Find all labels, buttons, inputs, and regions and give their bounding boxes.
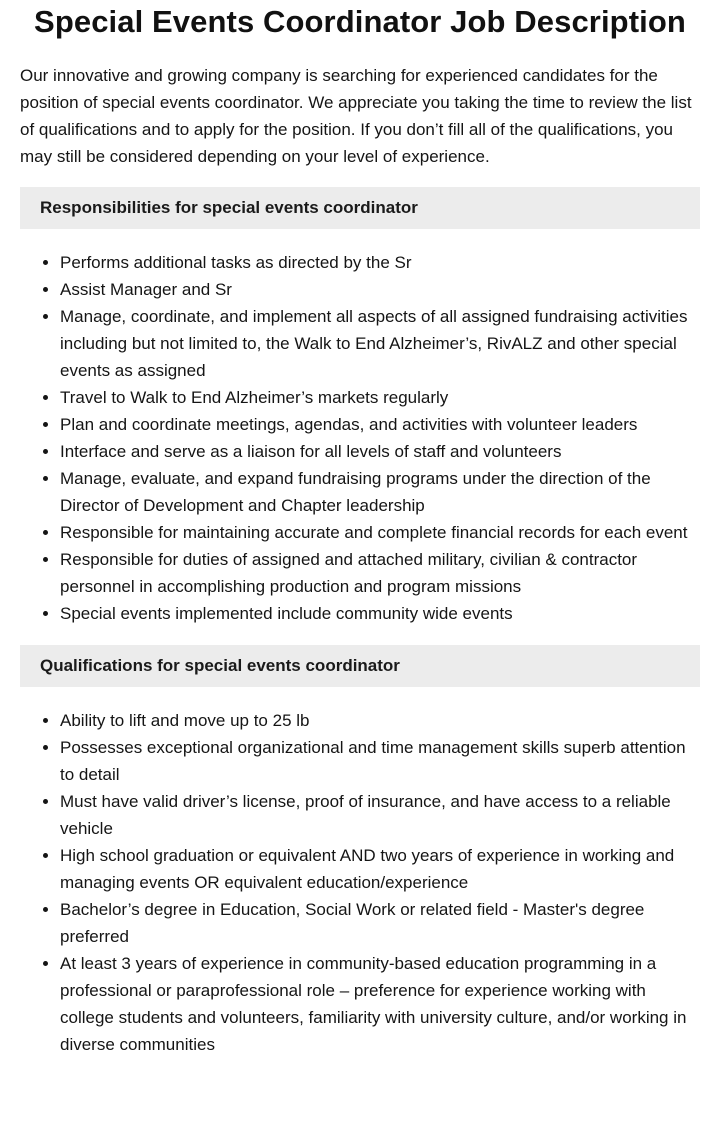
list-item: • Bachelor’s degree in Education, Social Work or related field - Master's degree preferred	[60, 896, 700, 950]
list-item: • Performs additional tasks as directed by the Sr	[60, 249, 700, 276]
list-item: • Plan and coordinate meetings, agendas, and activities with volunteer leaders	[60, 411, 700, 438]
list-item: • Manage, coordinate, and implement all aspects of all assigned fundraising activities including but not limited to, the Walk to End Alzheimer’s, RivALZ and other special events as assigned	[60, 303, 700, 384]
list-item: • Ability to lift and move up to 25 lb	[60, 707, 700, 734]
list-item: • Must have valid driver’s license, proof of insurance, and have access to a reliable vehicle	[60, 788, 700, 842]
responsibilities-heading: Responsibilities for special events coordinator	[20, 187, 700, 229]
list-item: • At least 3 years of experience in community-based education programming in a professional or paraprofessional role – preference for experience working with college students and volunteers, familiarity with university culture, and/or working in diverse communities	[60, 950, 700, 1058]
qualifications-list	[20, 707, 700, 1058]
qualifications-heading: Qualifications for special events coordinator	[20, 645, 700, 687]
responsibilities-list	[20, 249, 700, 627]
list-item: • Responsible for maintaining accurate and complete financial records for each event	[60, 519, 700, 546]
list-item: • High school graduation or equivalent AND two years of experience in working and managing events OR equivalent education/experience	[60, 842, 700, 896]
list-item: • Assist Manager and Sr	[60, 276, 700, 303]
list-item: • Manage, evaluate, and expand fundraising programs under the direction of the Director of Development and Chapter leadership	[60, 465, 700, 519]
list-item: • Possesses exceptional organizational and time management skills superb attention to detail	[60, 734, 700, 788]
intro-paragraph: Our innovative and growing company is searching for experienced candidates for the position of special events coordinator. We appreciate you taking the time to review the list of qualifications and to apply for the position. If you don’t fill all of the qualifications, you may still be considered depending on your level of experience.	[20, 66, 692, 166]
list-item: • Travel to Walk to End Alzheimer’s markets regularly	[60, 384, 700, 411]
page-title: Special Events Coordinator Job Description	[34, 4, 686, 39]
list-item: • Interface and serve as a liaison for all levels of staff and volunteers	[60, 438, 700, 465]
list-item: • Responsible for duties of assigned and attached military, civilian & contractor personnel in accomplishing production and program missions	[60, 546, 700, 600]
list-item: • Special events implemented include community wide events	[60, 600, 700, 627]
